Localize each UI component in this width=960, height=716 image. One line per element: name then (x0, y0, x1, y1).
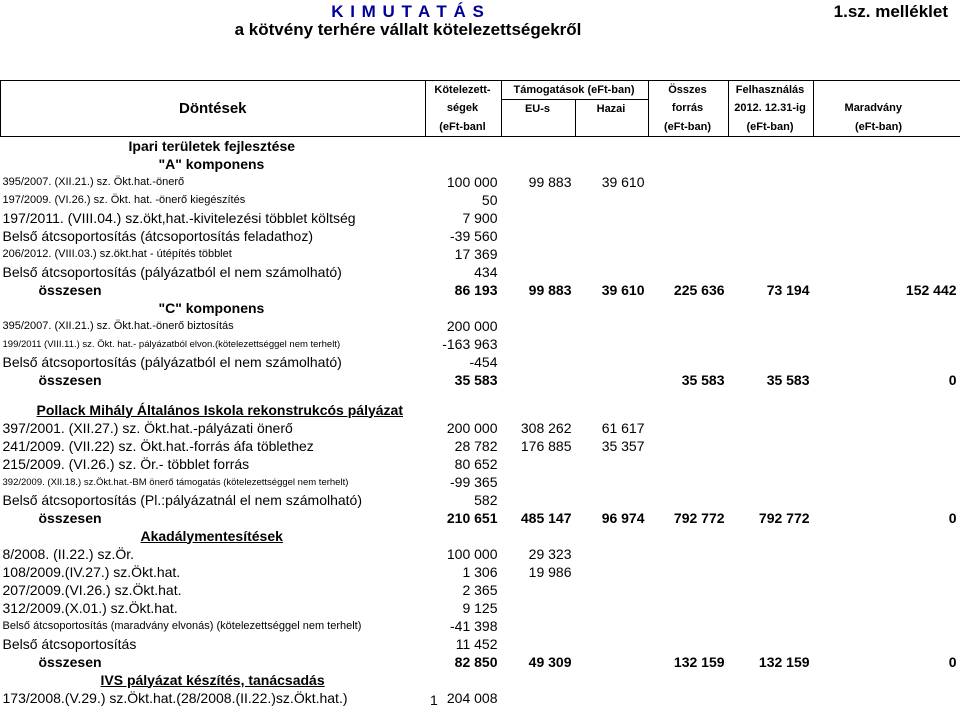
table-row: 241/2009. (VII.22) sz. Ökt.hat.-forrás áfa töblethez 28 782 176 885 35 357 (2, 437, 645, 454)
table-row: Belső átcsoportosítás (átcsoportosítás feladathoz) -39 560 (2, 227, 498, 244)
table-row: 395/2007. (XII.21.) sz. Ökt.hat.-önerő 100 000 99 883 39 610 (2, 173, 645, 190)
header-kotelezett: Kötelezett- (426, 81, 502, 100)
total-row: összesen 82 850 49 309 132 159 132 159 0 (38, 653, 957, 670)
section-heading: Pollack Mihály Általános Iskola rekonstrukcós pályázat (36, 401, 403, 418)
section-heading: Akadálymentesítések (140, 527, 283, 544)
header-osszes: Összes (649, 81, 729, 100)
table-row: 173/2008.(V.29.) sz.Ökt.hat.(28/2008.(II.22.)sz.Ökt.hat.) 204 008 (2, 689, 498, 706)
table-row: 199/2011 (VIII.11.) sz. Ökt. hat.- pályázatból elvon.(kötelezettséggel nem terhelt) -163 963 (2, 335, 498, 352)
commitments-table (0, 80, 960, 707)
page-number: 1 (430, 692, 438, 708)
table-row: Belső átcsoportosítás 11 452 (2, 635, 498, 652)
table-row: 397/2001. (XII.27.) sz. Ökt.hat.-pályázati önerő 200 000 308 262 61 617 (2, 419, 645, 436)
table-row: 8/2008. (II.22.) sz.Ör. 100 000 29 323 (2, 545, 572, 562)
header-tamogatasok: Támogatások (eFt-ban) (502, 81, 649, 100)
document-title: K I M U T A T Á S (331, 2, 485, 21)
table-row: 215/2009. (VI.26.) sz. Ör.- többlet forrás 80 652 (2, 455, 498, 472)
total-row: összesen 210 651 485 147 96 974 792 772 792 772 0 (38, 509, 957, 526)
section-subheading: "C" komponens (158, 299, 265, 316)
document-subtitle: a kötvény terhére vállalt kötelezettségekről (234, 20, 582, 39)
header-felhasznalas: Felhasználás (729, 81, 814, 100)
header-hazai: Hazai (576, 100, 649, 119)
total-row: összesen 35 583 35 583 35 583 0 (38, 371, 957, 388)
table-row: 197/2009. (VI.26.) sz. Ökt. hat. -önerő kiegészítés 50 (2, 191, 498, 208)
section-heading: Ipari területek fejlesztése (128, 137, 296, 154)
header-eu: EU-s (502, 100, 576, 119)
table-row: 206/2012. (VIII.03.) sz.ökt.hat - útépítés többlet 17 369 (2, 245, 498, 262)
table-row: Belső átcsoportosítás (pályázatból el nem számolható) -454 (2, 353, 498, 370)
header-row-3: (eFt-banl (eFt-ban) (eFt-ban) (eFt-ban) (1, 118, 960, 137)
table-row: Belső átcsoportosítás (maradvány elvonás) (kötelezettséggel nem terhelt) -41 398 (2, 617, 498, 634)
header-maradvany: Maradvány (814, 100, 960, 119)
table-row: 108/2009.(IV.27.) sz.Ökt.hat. 1 306 19 986 (2, 563, 572, 580)
table-row: 197/2011. (VIII.04.) sz.ökt,hat.-kivitelezési többlet költség 7 900 (2, 209, 498, 226)
header-row-2: Döntések ségek EU-s Hazai forrás 2012. 12.31-ig Maradvány (1, 100, 960, 119)
section-subheading: "A" komponens (158, 155, 265, 172)
table-row: 395/2007. (XII.21.) sz. Ökt.hat.-önerő biztosítás 200 000 (2, 317, 498, 334)
table-row: Belső átcsoportosítás (Pl.:pályázatnál el nem számolható) 582 (2, 491, 498, 508)
attachment-label: 1.sz. melléklet (833, 2, 948, 21)
table-row: 392/2009. (XII.18.) sz.Ökt.hat.-BM önerő támogatás (kötelezettséggel nem terhelt) -99 365 (2, 473, 498, 490)
table-row: 207/2009.(VI.26.) sz.Ökt.hat. 2 365 (2, 581, 498, 598)
table-row: Belső átcsoportosítás (pályázatból el nem számolható) 434 (2, 263, 498, 280)
total-row: összesen 86 193 99 883 39 610 225 636 73 194 152 442 (38, 281, 957, 298)
header-decisions: Döntések (1, 100, 426, 119)
section-heading: IVS pályázat készítés, tanácsadás (100, 671, 325, 688)
header-row-1 (1, 81, 960, 100)
table-row: 312/2009.(X.01.) sz.Ökt.hat. 9 125 (2, 599, 498, 616)
